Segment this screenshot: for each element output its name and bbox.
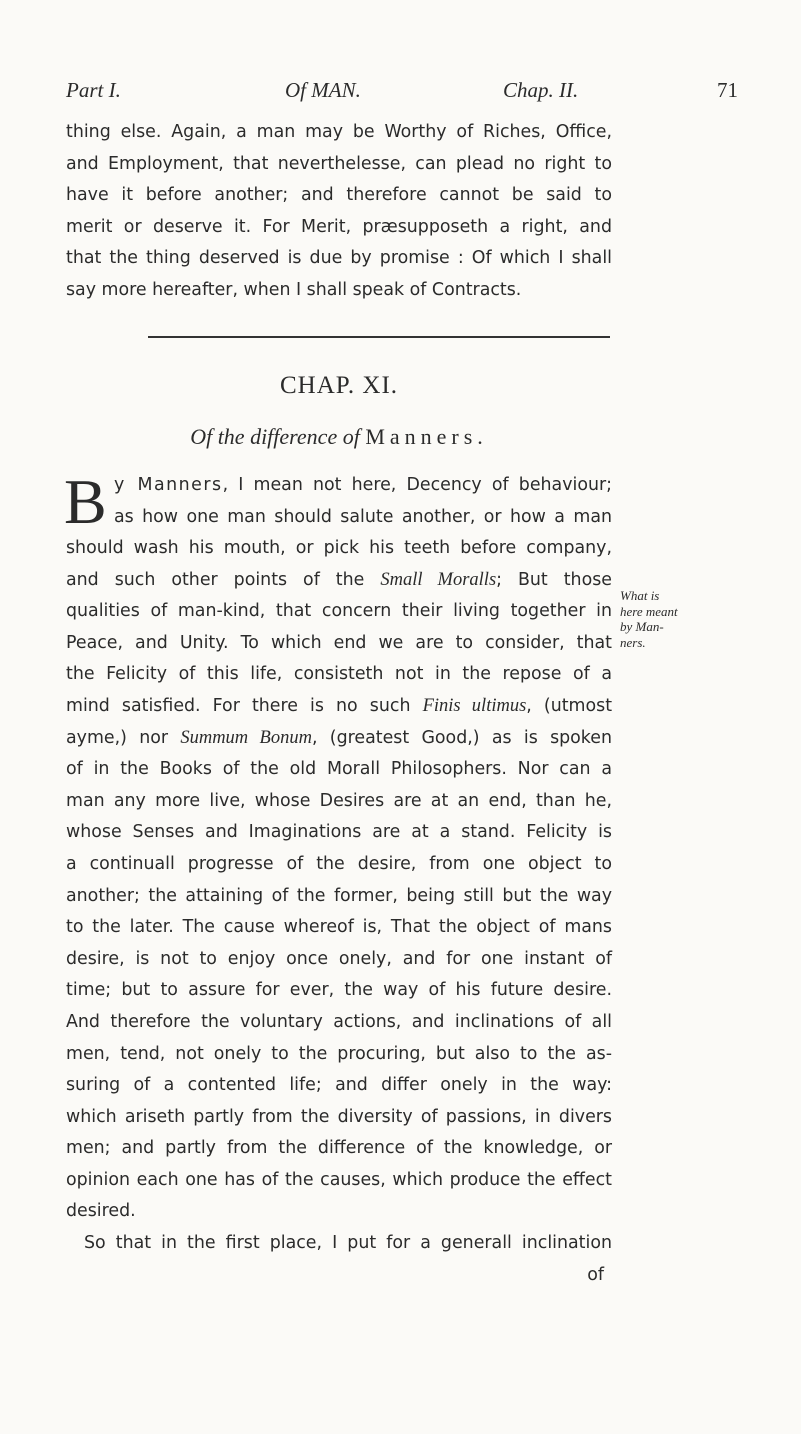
margin-note-line: ners. [620, 634, 646, 650]
text-line [114, 470, 612, 502]
chapter-subtitle [66, 424, 612, 450]
chapter-heading: CHAP. XI. [279, 372, 399, 399]
catchword: of [587, 1264, 604, 1285]
margin-note-line: What is [620, 588, 660, 603]
text-line: have it before another; and therefore cannot be said to [66, 185, 612, 206]
text-line: merit or deserve it. For Merit, præsupposeth a right, and [66, 216, 612, 237]
text-line: that the thing deserved is due by promise : Of which I shall [66, 248, 612, 269]
text-segment: , (greatest Good,) as is spoken [311, 727, 612, 748]
text-line: whose Senses and Imaginations are at a stand. Felicity is [66, 822, 612, 843]
text-line: qualities of man-kind, that concern their living together in [66, 601, 612, 622]
text-line: say more hereafter, when I shall speak of Contracts. [66, 279, 522, 300]
text-line: to the later. The cause whereof is, That the object of mans [66, 917, 612, 938]
chapter-subtitle-caps: Manners. [365, 424, 488, 449]
page-number: 71 [717, 78, 738, 102]
text-line: time; but to assure for ever, the way of his future desire. [66, 980, 612, 1001]
text-line: a continuall progresse of the desire, from one object to [66, 853, 612, 874]
text-line: of in the Books of the old Morall Philosophers. Nor can a [66, 759, 612, 780]
text-line: opinion each one has of the causes, which produce the effect [66, 1169, 612, 1190]
text-line: man any more live, whose Desires are at an end, than he, [66, 790, 612, 811]
chapter-subtitle-italic: Of the difference of [190, 424, 366, 449]
text-line: men; and partly from the difference of the knowledge, or [66, 1138, 612, 1159]
text-line: which ariseth partly from the diversity of passions, in divers [66, 1106, 612, 1127]
header-part: Part I. [66, 78, 121, 102]
italic-term: Finis ultimus [422, 695, 527, 716]
margin-note-line: by Man- [620, 619, 664, 634]
text-line: desire, is not to enjoy once onely, and for one instant of [66, 948, 612, 969]
chapter-body [66, 533, 612, 1291]
header-title: Of MAN. [285, 78, 361, 102]
text-line: So that in the first place, I put for a generall inclination [84, 1233, 612, 1254]
text-line [66, 691, 612, 723]
text-line: should wash his mouth, or pick his teeth before company, [66, 538, 612, 558]
text-line: men, tend, not onely to the procuring, but also to the as- [66, 1043, 612, 1064]
italic-term: Small Moralls [380, 569, 497, 590]
text-segment: mind satisfied. For there is no such [66, 695, 423, 716]
margin-note-line: here meant [620, 603, 678, 619]
text-segment: ayme,) nor [66, 727, 181, 748]
small-caps-word: y Manners [114, 475, 223, 495]
chapter-opening-lines [114, 470, 612, 533]
text-line: And therefore the voluntary actions, and inclinations of all [66, 1011, 612, 1032]
italic-term: Summum Bonum [180, 727, 312, 748]
text-line: as how one man should salute another, or how a man [114, 506, 612, 527]
text-line: suring of a contented life; and differ onely in the way: [66, 1075, 612, 1096]
text-segment: and such other points of the [66, 569, 381, 590]
text-line [66, 723, 612, 755]
text-line: Peace, and Unity. To which end we are to consider, that [66, 632, 612, 653]
header-chapter: Chap. II. [503, 78, 579, 102]
text-line: the Felicity of this life, consisteth not in the repose of a [66, 664, 612, 685]
text-line: and Employment, that neverthelesse, can plead no right to [66, 153, 612, 174]
text-line [66, 565, 612, 597]
text-line: desired. [66, 1201, 136, 1222]
text-line: another; the attaining of the former, being still but the way [66, 885, 612, 906]
section-divider [148, 336, 610, 338]
text-line: thing else. Again, a man may be Worthy of Riches, Office, [66, 122, 612, 142]
text-segment: , (utmost [526, 695, 613, 716]
text-segment: ; But those [496, 569, 612, 590]
margin-note [620, 588, 730, 650]
opening-paragraph [66, 117, 612, 307]
text-segment: , I mean not here, Decency of behaviour; [222, 475, 612, 495]
running-header [66, 78, 786, 108]
drop-cap: B [64, 466, 107, 537]
